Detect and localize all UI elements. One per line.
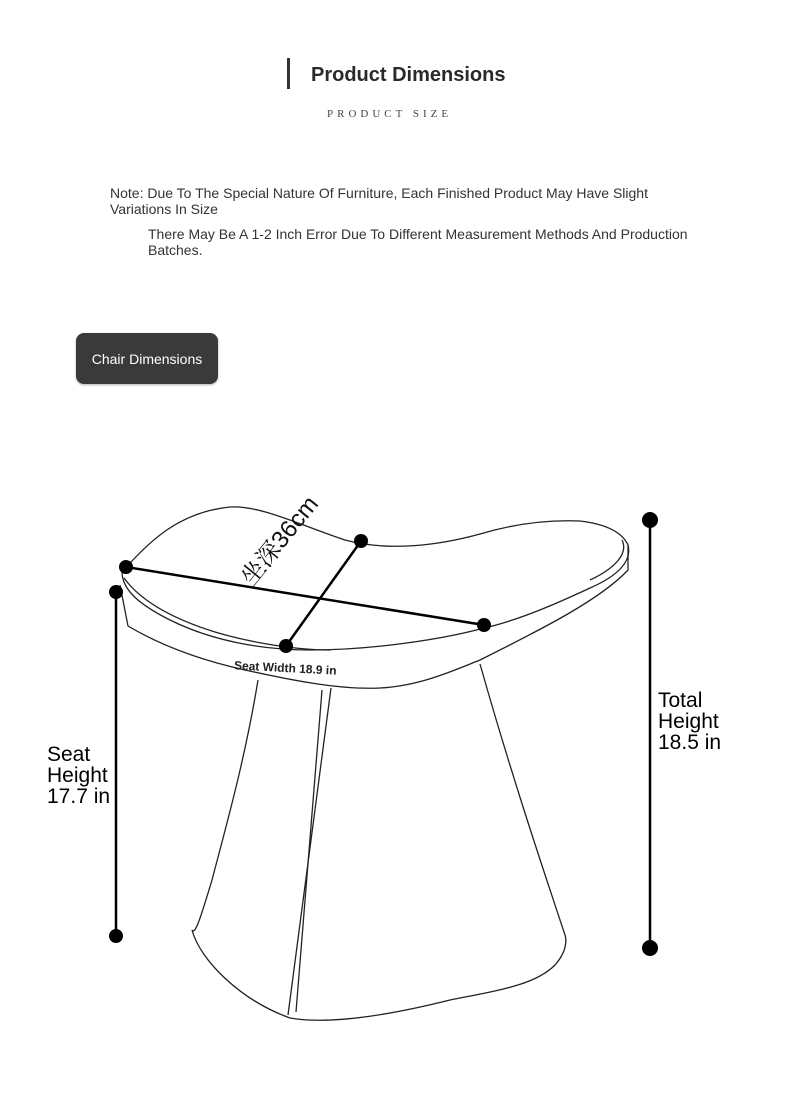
total-height-point-bottom (642, 940, 658, 956)
seat-height-label: Seat Height 17.7 in (47, 743, 111, 808)
size-variation-note: Note: Due To The Special Nature Of Furniture, Each Finished Product May Have Slight Variations In Size (110, 185, 648, 217)
depth-point-front (279, 639, 293, 653)
stool-illustration (120, 507, 629, 1020)
seat-depth-label: 坐深36cm (235, 490, 324, 591)
total-height-point-top (642, 512, 658, 528)
depth-point-back (354, 534, 368, 548)
chair-dimensions-label: Chair Dimensions (91, 350, 203, 367)
seat-width-label: Seat Width 18.9 in (233, 658, 337, 678)
width-point-left (119, 560, 133, 574)
page-subtitle: PRODUCT SIZE (327, 108, 453, 120)
total-height-label: Total Height 18.5 in (658, 689, 722, 754)
measurement-error-note: There May Be A 1-2 Inch Error Due To Different Measurement Methods And Production Batches. (148, 226, 688, 258)
width-point-right (477, 618, 491, 632)
seat-height-point-bottom (109, 929, 123, 943)
page-title: Product Dimensions (311, 64, 506, 86)
total-height-measure (642, 512, 658, 956)
seat-height-point-top (109, 585, 123, 599)
